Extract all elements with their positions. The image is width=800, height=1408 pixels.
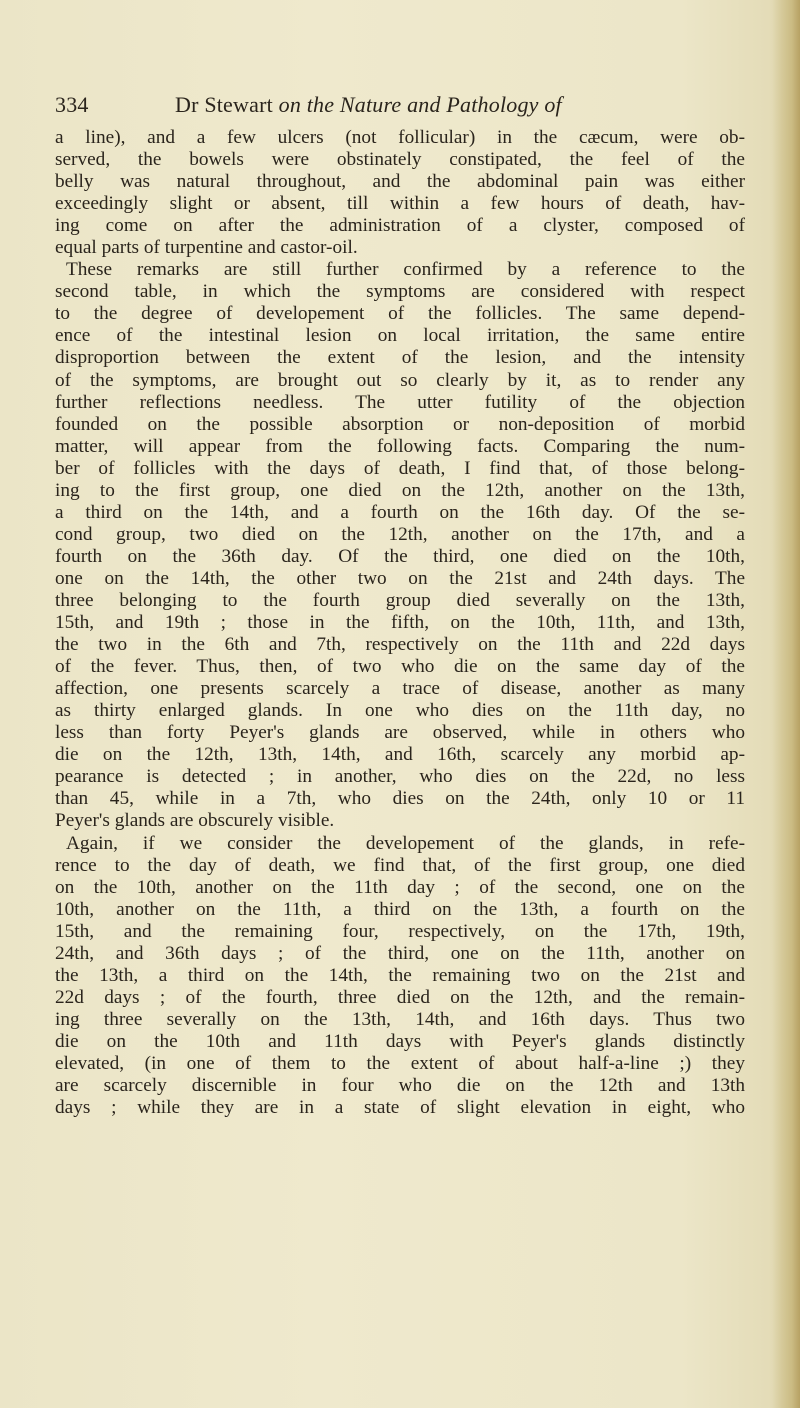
text-line: matter, will appear from the following facts. Comparing the num- <box>55 435 745 457</box>
text-line: 15th, and the remaining four, respectively, on the 17th, 19th, <box>55 920 745 942</box>
text-line: a third on the 14th, and a fourth on the 16th day. Of the se- <box>55 501 745 523</box>
text-line: affection, one presents scarcely a trace of disease, another as many <box>55 678 745 700</box>
text-line: ing three severally on the 13th, 14th, and 16th days. Thus two <box>55 1008 745 1030</box>
text-line: 10th, another on the 11th, a third on the 13th, a fourth on the <box>55 898 745 920</box>
text-line: equal parts of turpentine and castor-oil. <box>55 237 358 259</box>
body-text <box>55 127 745 1119</box>
text-line: elevated, (in one of them to the extent of about half-a-line ;) they <box>55 1052 745 1074</box>
text-line: on the 10th, another on the 11th day ; of the second, one on the <box>55 876 745 898</box>
text-line: are scarcely discernible in four who die on the 12th and 13th <box>55 1075 745 1097</box>
text-line: the two in the 6th and 7th, respectively on the 11th and 22d days <box>55 634 745 656</box>
text-line: as thirty enlarged glands. In one who dies on the 11th day, no <box>55 700 745 722</box>
running-title-italic: on the Nature and Pathology of <box>278 92 562 117</box>
text-line: belly was natural throughout, and the abdominal pain was either <box>55 171 745 193</box>
text-line: three belonging to the fourth group died severally on the 13th, <box>55 589 745 611</box>
text-line: 24th, and 36th days ; of the third, one on the 11th, another on <box>55 942 745 964</box>
running-title <box>175 92 562 118</box>
text-line: ing come on after the administration of a clyster, composed of <box>55 215 745 237</box>
text-line: cond group, two died on the 12th, another on the 17th, and a <box>55 523 745 545</box>
text-line: Again, if we consider the developement of the glands, in refe- <box>66 832 745 854</box>
text-line: the 13th, a third on the 14th, the remaining two on the 21st and <box>55 964 745 986</box>
running-header <box>55 92 755 124</box>
page-number: 334 <box>55 92 89 117</box>
text-line: further reflections needless. The utter futility of the objection <box>55 391 745 413</box>
text-line: Peyer's glands are obscurely visible. <box>55 810 335 832</box>
text-line: ing to the first group, one died on the 12th, another on the 13th, <box>55 479 745 501</box>
text-line: founded on the possible absorption or non-deposition of morbid <box>55 413 745 435</box>
page-edge-shadow <box>772 0 800 1408</box>
text-line: less than forty Peyer's glands are observed, while in others who <box>55 722 745 744</box>
text-line: of the fever. Thus, then, of two who die on the same day of the <box>55 656 745 678</box>
text-line: than 45, while in a 7th, who dies on the 24th, only 10 or 11 <box>55 788 745 810</box>
text-line: ber of follicles with the days of death, I find that, of those belong- <box>55 457 745 479</box>
text-line: fourth on the 36th day. Of the third, one died on the 10th, <box>55 545 745 567</box>
text-line: 22d days ; of the fourth, three died on the 12th, and the remain- <box>55 986 745 1008</box>
text-line: rence to the day of death, we find that, of the first group, one died <box>55 854 745 876</box>
text-line: 15th, and 19th ; those in the fifth, on the 10th, 11th, and 13th, <box>55 612 745 634</box>
text-line: one on the 14th, the other two on the 21st and 24th days. The <box>55 567 745 589</box>
text-line: to the degree of developement of the follicles. The same depend- <box>55 303 745 325</box>
text-line: days ; while they are in a state of slight elevation in eight, who <box>55 1097 745 1119</box>
text-line: served, the bowels were obstinately constipated, the feel of the <box>55 149 745 171</box>
text-line: pearance is detected ; in another, who dies on the 22d, no less <box>55 766 745 788</box>
text-line: ence of the intestinal lesion on local irritation, the same entire <box>55 325 745 347</box>
running-title-roman: Dr Stewart <box>175 92 279 117</box>
text-line: a line), and a few ulcers (not follicular) in the cæcum, were ob- <box>55 127 745 148</box>
text-line: disproportion between the extent of the lesion, and the intensity <box>55 347 745 369</box>
text-line: die on the 10th and 11th days with Peyer's glands distinctly <box>55 1030 745 1052</box>
text-line: second table, in which the symptoms are considered with respect <box>55 281 745 303</box>
text-line: These remarks are still further confirmed by a reference to the <box>66 259 745 281</box>
text-line: die on the 12th, 13th, 14th, and 16th, scarcely any morbid ap- <box>55 744 745 766</box>
text-line: exceedingly slight or absent, till within a few hours of death, hav- <box>55 193 745 215</box>
text-line: of the symptoms, are brought out so clearly by it, as to render any <box>55 369 745 391</box>
